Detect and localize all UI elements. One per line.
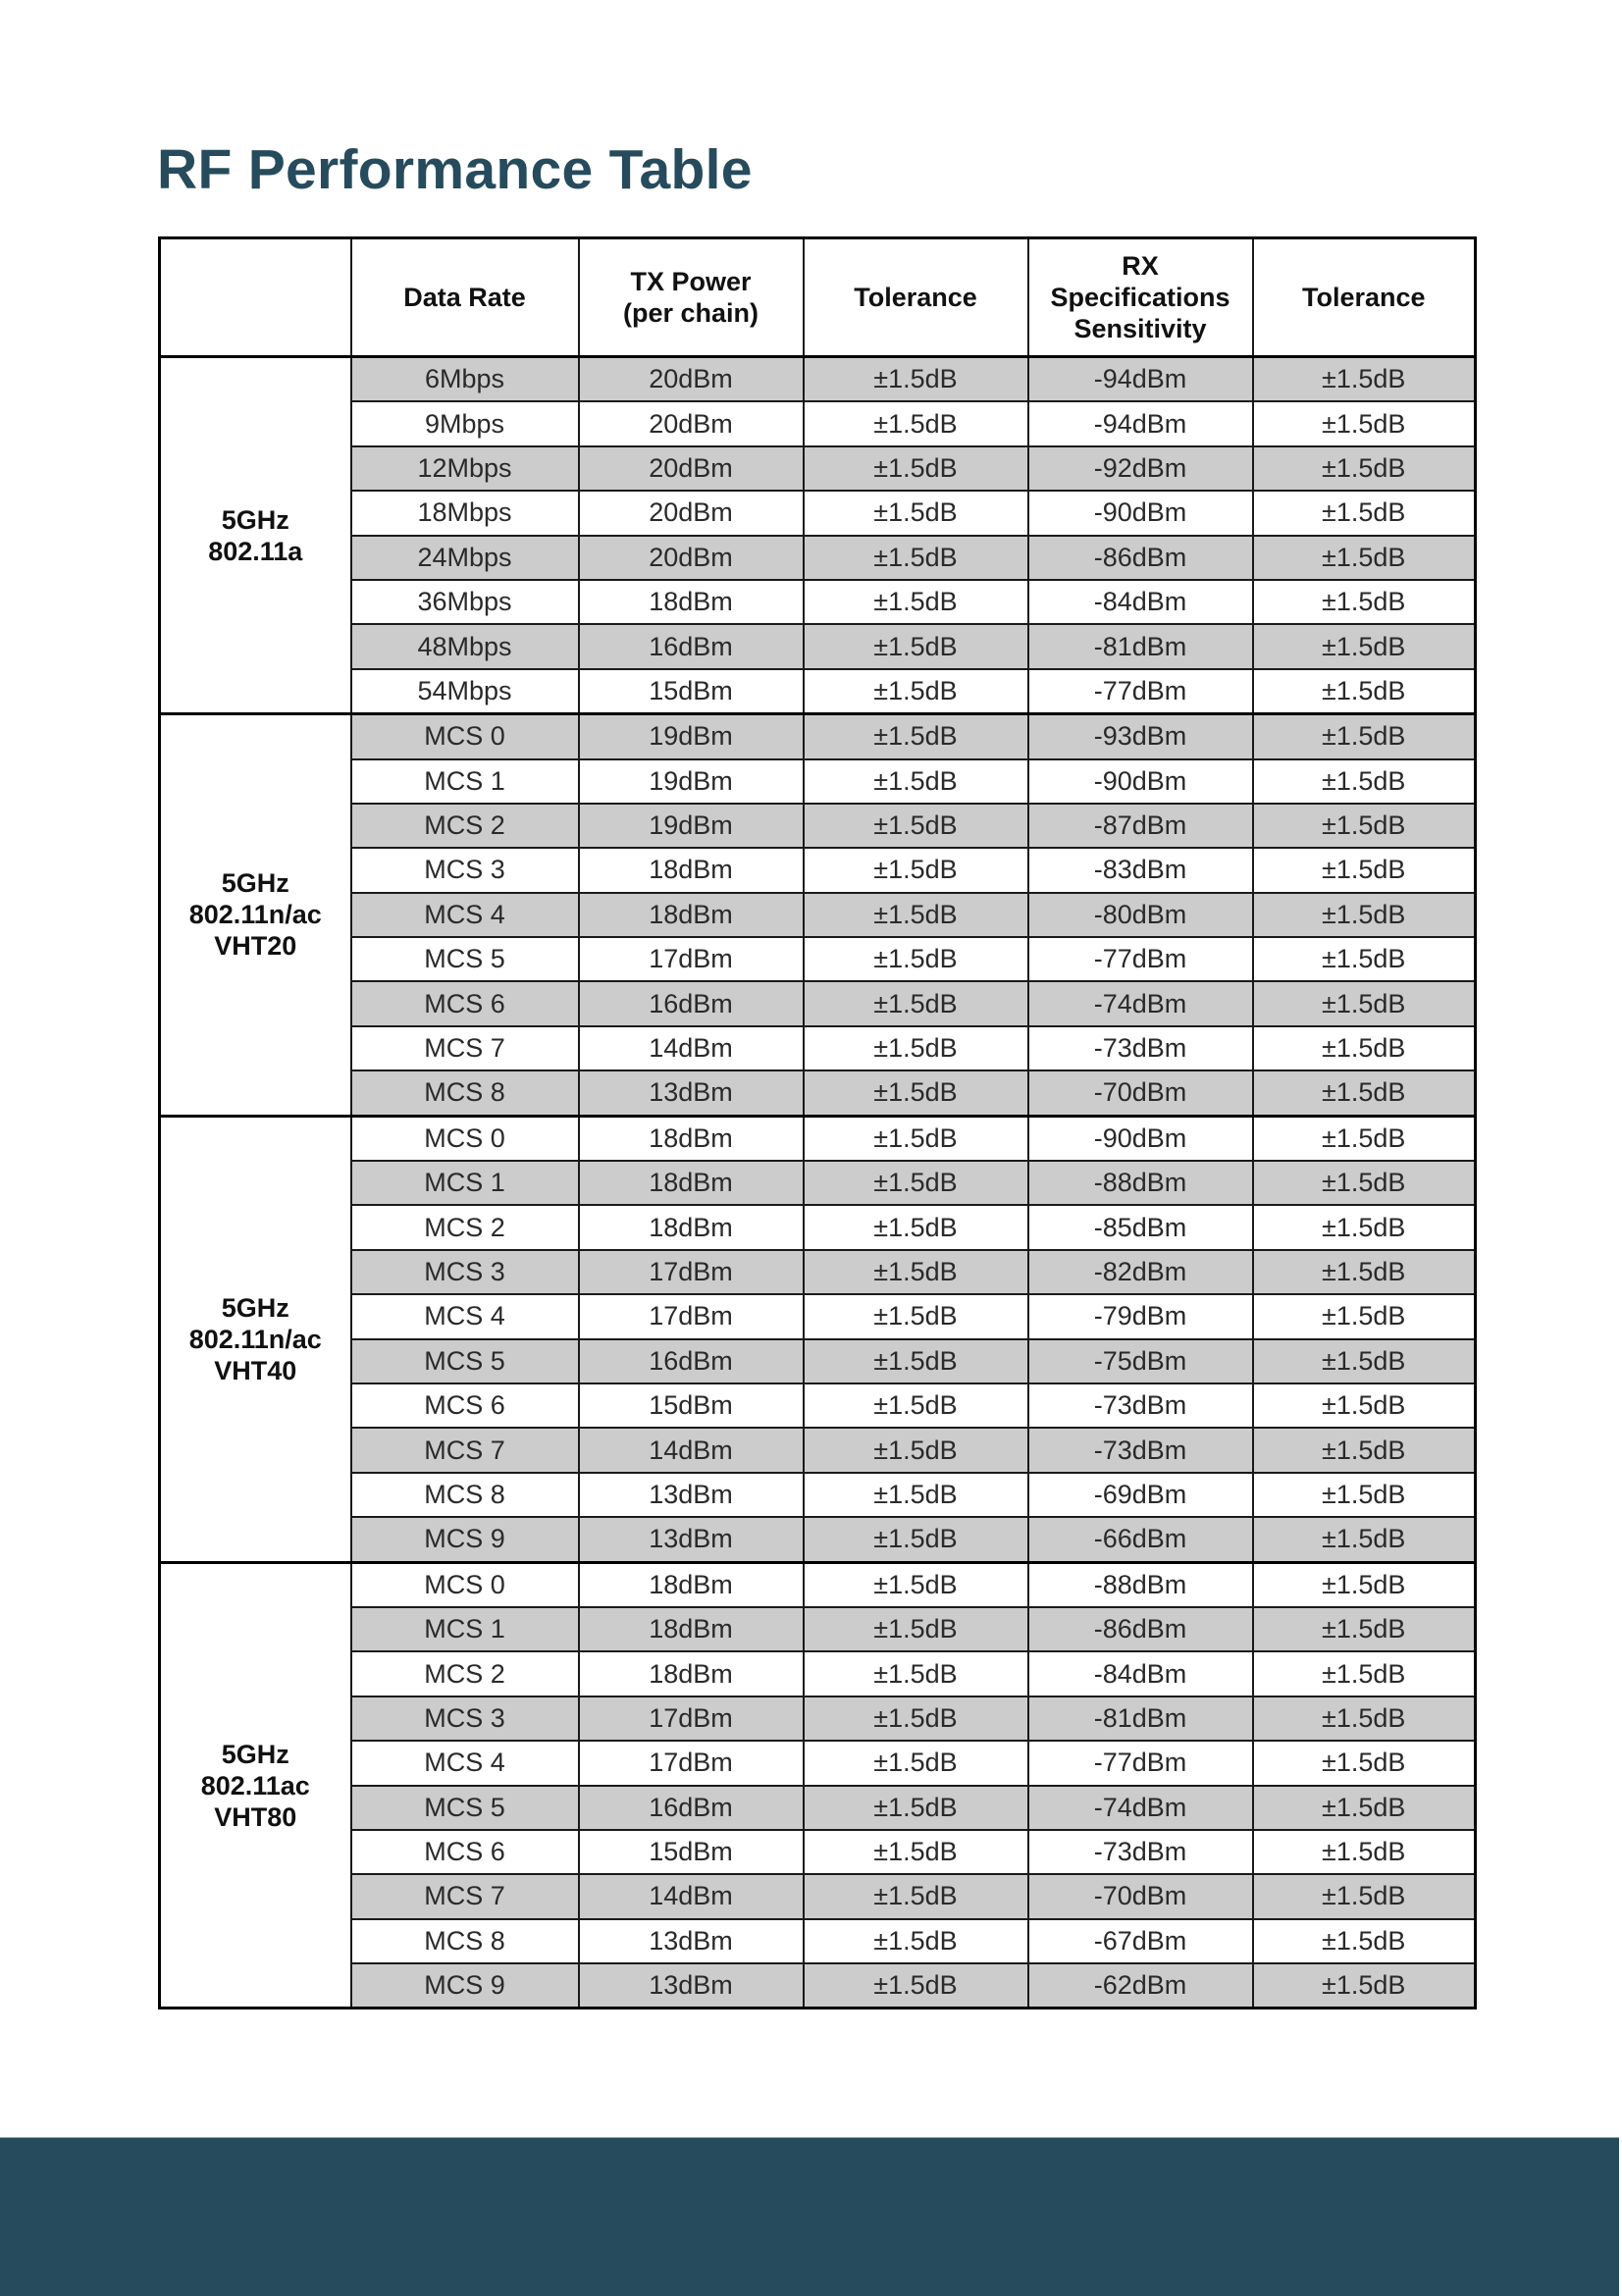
tx-tolerance-cell: ±1.5dB — [804, 1294, 1028, 1338]
rx-sensitivity-cell: -86dBm — [1028, 536, 1253, 580]
data-rate-cell: MCS 5 — [351, 937, 579, 981]
tx-power-cell: 20dBm — [579, 536, 804, 580]
data-rate-cell: MCS 1 — [351, 1607, 579, 1651]
tx-tolerance-cell: ±1.5dB — [804, 937, 1028, 981]
tx-tolerance-cell: ±1.5dB — [804, 491, 1028, 535]
group-label-cell — [160, 1116, 351, 1562]
data-rate-cell: MCS 9 — [351, 1517, 579, 1562]
data-rate-cell: MCS 0 — [351, 1116, 579, 1161]
tx-tolerance-cell: ±1.5dB — [804, 1161, 1028, 1205]
table-row — [160, 491, 1476, 535]
data-rate-cell: 9Mbps — [351, 401, 579, 445]
table-row — [160, 580, 1476, 624]
table-row — [160, 1161, 1476, 1205]
rx-tolerance-cell: ±1.5dB — [1253, 1963, 1476, 2009]
rx-sensitivity-cell: -66dBm — [1028, 1517, 1253, 1562]
table-row — [160, 1786, 1476, 1830]
rx-sensitivity-cell: -85dBm — [1028, 1205, 1253, 1249]
rx-sensitivity-cell: -90dBm — [1028, 759, 1253, 804]
header-rx-tolerance: Tolerance — [1253, 238, 1476, 357]
table-row — [160, 1830, 1476, 1874]
tx-power-cell: 13dBm — [579, 1517, 804, 1562]
tx-tolerance-cell: ±1.5dB — [804, 357, 1028, 402]
tx-power-cell: 18dBm — [579, 848, 804, 892]
table-row — [160, 804, 1476, 848]
rx-sensitivity-cell: -73dBm — [1028, 1428, 1253, 1472]
tx-power-cell: 15dBm — [579, 1383, 804, 1428]
tx-tolerance-cell: ±1.5dB — [804, 1963, 1028, 2009]
rx-sensitivity-cell: -77dBm — [1028, 1741, 1253, 1785]
tx-tolerance-cell: ±1.5dB — [804, 536, 1028, 580]
tx-tolerance-cell: ±1.5dB — [804, 1070, 1028, 1116]
data-rate-cell: 18Mbps — [351, 491, 579, 535]
group-label-line: VHT40 — [214, 1355, 297, 1385]
rx-sensitivity-cell: -88dBm — [1028, 1161, 1253, 1205]
rx-sensitivity-cell: -94dBm — [1028, 357, 1253, 402]
rx-sensitivity-cell: -88dBm — [1028, 1562, 1253, 1607]
data-rate-cell: MCS 3 — [351, 1250, 579, 1294]
table-row — [160, 1562, 1476, 1607]
rx-sensitivity-cell: -74dBm — [1028, 981, 1253, 1025]
rx-sensitivity-cell: -73dBm — [1028, 1383, 1253, 1428]
table-row — [160, 357, 1476, 402]
tx-tolerance-cell: ±1.5dB — [804, 804, 1028, 848]
tx-tolerance-cell: ±1.5dB — [804, 1607, 1028, 1651]
rx-tolerance-cell: ±1.5dB — [1253, 1070, 1476, 1116]
header-tx-power: TX Power (per chain) — [579, 238, 804, 357]
rx-tolerance-cell: ±1.5dB — [1253, 580, 1476, 624]
data-rate-cell: MCS 6 — [351, 981, 579, 1025]
table-row — [160, 1919, 1476, 1963]
tx-power-cell: 13dBm — [579, 1473, 804, 1517]
table-row — [160, 714, 1476, 759]
rx-tolerance-cell: ±1.5dB — [1253, 1161, 1476, 1205]
data-rate-cell: 54Mbps — [351, 669, 579, 714]
tx-tolerance-cell: ±1.5dB — [804, 1830, 1028, 1874]
tx-power-cell: 19dBm — [579, 804, 804, 848]
data-rate-cell: MCS 0 — [351, 1562, 579, 1607]
tx-power-cell: 15dBm — [579, 1830, 804, 1874]
table-row — [160, 893, 1476, 937]
tx-power-cell: 19dBm — [579, 714, 804, 759]
rx-sensitivity-cell: -90dBm — [1028, 491, 1253, 535]
page-title: RF Performance Table — [157, 138, 753, 201]
rx-tolerance-cell: ±1.5dB — [1253, 491, 1476, 535]
rx-tolerance-cell: ±1.5dB — [1253, 1696, 1476, 1741]
rx-sensitivity-cell: -80dBm — [1028, 893, 1253, 937]
rx-tolerance-cell: ±1.5dB — [1253, 1116, 1476, 1161]
table-row — [160, 1205, 1476, 1249]
footer-band — [0, 2137, 1619, 2296]
tx-power-cell: 16dBm — [579, 981, 804, 1025]
tx-power-cell: 18dBm — [579, 893, 804, 937]
data-rate-cell: 24Mbps — [351, 536, 579, 580]
tx-power-cell: 16dBm — [579, 1339, 804, 1383]
header-data-rate: Data Rate — [351, 238, 579, 357]
tx-tolerance-cell: ±1.5dB — [804, 1919, 1028, 1963]
rx-sensitivity-cell: -67dBm — [1028, 1919, 1253, 1963]
tx-tolerance-cell: ±1.5dB — [804, 1250, 1028, 1294]
tx-tolerance-cell: ±1.5dB — [804, 669, 1028, 714]
tx-power-cell: 16dBm — [579, 1786, 804, 1830]
rx-tolerance-cell: ±1.5dB — [1253, 937, 1476, 981]
data-rate-cell: 36Mbps — [351, 580, 579, 624]
tx-tolerance-cell: ±1.5dB — [804, 1786, 1028, 1830]
tx-power-cell: 17dBm — [579, 937, 804, 981]
table-row — [160, 536, 1476, 580]
rx-tolerance-cell: ±1.5dB — [1253, 714, 1476, 759]
data-rate-cell: MCS 5 — [351, 1339, 579, 1383]
tx-power-cell: 13dBm — [579, 1070, 804, 1116]
rx-tolerance-cell: ±1.5dB — [1253, 893, 1476, 937]
data-rate-cell: 6Mbps — [351, 357, 579, 402]
table-row — [160, 624, 1476, 668]
rx-sensitivity-cell: -84dBm — [1028, 1651, 1253, 1696]
table-row — [160, 669, 1476, 714]
rx-tolerance-cell: ±1.5dB — [1253, 1250, 1476, 1294]
tx-tolerance-cell: ±1.5dB — [804, 580, 1028, 624]
tx-power-cell: 14dBm — [579, 1874, 804, 1918]
tx-power-cell: 18dBm — [579, 580, 804, 624]
tx-power-cell: 20dBm — [579, 357, 804, 402]
tx-power-cell: 20dBm — [579, 446, 804, 491]
tx-power-cell: 19dBm — [579, 759, 804, 804]
rx-tolerance-cell: ±1.5dB — [1253, 1428, 1476, 1472]
header-corner — [160, 238, 351, 357]
rx-tolerance-cell: ±1.5dB — [1253, 1205, 1476, 1249]
tx-tolerance-cell: ±1.5dB — [804, 1339, 1028, 1383]
tx-tolerance-cell: ±1.5dB — [804, 1473, 1028, 1517]
tx-power-cell: 18dBm — [579, 1205, 804, 1249]
rx-tolerance-cell: ±1.5dB — [1253, 1786, 1476, 1830]
rx-sensitivity-cell: -70dBm — [1028, 1874, 1253, 1918]
group-label-line: 5GHz — [221, 1739, 289, 1769]
data-rate-cell: MCS 8 — [351, 1473, 579, 1517]
rx-sensitivity-cell: -92dBm — [1028, 446, 1253, 491]
rx-tolerance-cell: ±1.5dB — [1253, 446, 1476, 491]
tx-tolerance-cell: ±1.5dB — [804, 401, 1028, 445]
group-label-line: 802.11a — [208, 536, 303, 566]
rf-performance-table — [158, 236, 1477, 2009]
tx-power-cell: 13dBm — [579, 1919, 804, 1963]
rx-tolerance-cell: ±1.5dB — [1253, 1383, 1476, 1428]
rx-sensitivity-cell: -75dBm — [1028, 1339, 1253, 1383]
tx-power-cell: 20dBm — [579, 491, 804, 535]
rx-sensitivity-cell: -81dBm — [1028, 624, 1253, 668]
rx-sensitivity-cell: -77dBm — [1028, 669, 1253, 714]
data-rate-cell: MCS 1 — [351, 759, 579, 804]
rx-tolerance-cell: ±1.5dB — [1253, 669, 1476, 714]
table-row — [160, 1070, 1476, 1116]
rx-sensitivity-cell: -81dBm — [1028, 1696, 1253, 1741]
data-rate-cell: MCS 4 — [351, 893, 579, 937]
data-rate-cell: MCS 1 — [351, 1161, 579, 1205]
data-rate-cell: MCS 0 — [351, 714, 579, 759]
tx-tolerance-cell: ±1.5dB — [804, 848, 1028, 892]
table-row — [160, 759, 1476, 804]
tx-tolerance-cell: ±1.5dB — [804, 893, 1028, 937]
table-row — [160, 1026, 1476, 1070]
table-row — [160, 1383, 1476, 1428]
tx-tolerance-cell: ±1.5dB — [804, 1383, 1028, 1428]
tx-power-cell: 18dBm — [579, 1607, 804, 1651]
table-row — [160, 848, 1476, 892]
group-label-cell — [160, 357, 351, 714]
rx-tolerance-cell: ±1.5dB — [1253, 624, 1476, 668]
data-rate-cell: MCS 9 — [351, 1963, 579, 2009]
rx-sensitivity-cell: -74dBm — [1028, 1786, 1253, 1830]
tx-power-cell: 17dBm — [579, 1294, 804, 1338]
rx-tolerance-cell: ±1.5dB — [1253, 981, 1476, 1025]
table-row — [160, 937, 1476, 981]
data-rate-cell: MCS 6 — [351, 1383, 579, 1428]
rx-sensitivity-cell: -73dBm — [1028, 1026, 1253, 1070]
data-rate-cell: MCS 7 — [351, 1874, 579, 1918]
rx-tolerance-cell: ±1.5dB — [1253, 1562, 1476, 1607]
rx-tolerance-cell: ±1.5dB — [1253, 848, 1476, 892]
group-label-cell — [160, 714, 351, 1117]
rx-sensitivity-cell: -73dBm — [1028, 1830, 1253, 1874]
tx-power-cell: 16dBm — [579, 624, 804, 668]
tx-power-cell: 17dBm — [579, 1741, 804, 1785]
tx-power-cell: 14dBm — [579, 1026, 804, 1070]
rx-tolerance-cell: ±1.5dB — [1253, 1026, 1476, 1070]
data-rate-cell: MCS 2 — [351, 1205, 579, 1249]
rx-sensitivity-cell: -70dBm — [1028, 1070, 1253, 1116]
rx-tolerance-cell: ±1.5dB — [1253, 1294, 1476, 1338]
tx-tolerance-cell: ±1.5dB — [804, 1116, 1028, 1161]
table-row — [160, 1696, 1476, 1741]
data-rate-cell: MCS 5 — [351, 1786, 579, 1830]
group-label-cell — [160, 1562, 351, 2009]
tx-tolerance-cell: ±1.5dB — [804, 714, 1028, 759]
data-rate-cell: MCS 7 — [351, 1026, 579, 1070]
group-label-line: 5GHz — [221, 1292, 289, 1323]
tx-tolerance-cell: ±1.5dB — [804, 446, 1028, 491]
rx-sensitivity-cell: -69dBm — [1028, 1473, 1253, 1517]
table-header-row — [160, 238, 1476, 357]
table-row — [160, 1874, 1476, 1918]
table-row — [160, 1651, 1476, 1696]
tx-tolerance-cell: ±1.5dB — [804, 1205, 1028, 1249]
tx-power-cell: 18dBm — [579, 1116, 804, 1161]
table-row — [160, 1116, 1476, 1161]
tx-tolerance-cell: ±1.5dB — [804, 1874, 1028, 1918]
data-rate-cell: 12Mbps — [351, 446, 579, 491]
group-label-line: 802.11n/ac — [188, 1324, 322, 1354]
group-label-line: VHT20 — [214, 931, 297, 962]
tx-tolerance-cell: ±1.5dB — [804, 1026, 1028, 1070]
rx-tolerance-cell: ±1.5dB — [1253, 1919, 1476, 1963]
table-row — [160, 1517, 1476, 1562]
tx-tolerance-cell: ±1.5dB — [804, 759, 1028, 804]
table-row — [160, 1339, 1476, 1383]
rx-tolerance-cell: ±1.5dB — [1253, 1874, 1476, 1918]
rx-sensitivity-cell: -84dBm — [1028, 580, 1253, 624]
tx-tolerance-cell: ±1.5dB — [804, 1428, 1028, 1472]
header-tx-tolerance: Tolerance — [804, 238, 1028, 357]
rx-sensitivity-cell: -93dBm — [1028, 714, 1253, 759]
rx-sensitivity-cell: -62dBm — [1028, 1963, 1253, 2009]
tx-tolerance-cell: ±1.5dB — [804, 1741, 1028, 1785]
rx-sensitivity-cell: -82dBm — [1028, 1250, 1253, 1294]
table-row — [160, 1963, 1476, 2009]
tx-tolerance-cell: ±1.5dB — [804, 624, 1028, 668]
data-rate-cell: MCS 2 — [351, 804, 579, 848]
tx-power-cell: 18dBm — [579, 1651, 804, 1696]
rx-tolerance-cell: ±1.5dB — [1253, 401, 1476, 445]
table-row — [160, 981, 1476, 1025]
rx-sensitivity-cell: -83dBm — [1028, 848, 1253, 892]
rx-tolerance-cell: ±1.5dB — [1253, 759, 1476, 804]
tx-tolerance-cell: ±1.5dB — [804, 1562, 1028, 1607]
table-row — [160, 401, 1476, 445]
tx-power-cell: 17dBm — [579, 1250, 804, 1294]
tx-tolerance-cell: ±1.5dB — [804, 1517, 1028, 1562]
header-rx-sensitivity: RX Specifications Sensitivity — [1028, 238, 1253, 357]
rx-sensitivity-cell: -86dBm — [1028, 1607, 1253, 1651]
rx-tolerance-cell: ±1.5dB — [1253, 1339, 1476, 1383]
tx-power-cell: 18dBm — [579, 1562, 804, 1607]
tx-power-cell: 20dBm — [579, 401, 804, 445]
tx-power-cell: 18dBm — [579, 1161, 804, 1205]
data-rate-cell: MCS 8 — [351, 1070, 579, 1116]
group-label-line: VHT80 — [214, 1801, 297, 1832]
table-row — [160, 1473, 1476, 1517]
tx-tolerance-cell: ±1.5dB — [804, 981, 1028, 1025]
data-rate-cell: MCS 8 — [351, 1919, 579, 1963]
group-label-line: 5GHz — [221, 504, 289, 535]
data-rate-cell: MCS 3 — [351, 848, 579, 892]
data-rate-cell: MCS 7 — [351, 1428, 579, 1472]
rx-sensitivity-cell: -94dBm — [1028, 401, 1253, 445]
rx-sensitivity-cell: -77dBm — [1028, 937, 1253, 981]
table-row — [160, 1607, 1476, 1651]
data-rate-cell: 48Mbps — [351, 624, 579, 668]
group-label-line: 802.11n/ac — [188, 900, 322, 930]
rx-tolerance-cell: ±1.5dB — [1253, 1651, 1476, 1696]
rx-sensitivity-cell: -79dBm — [1028, 1294, 1253, 1338]
rx-tolerance-cell: ±1.5dB — [1253, 1607, 1476, 1651]
group-label-line: 802.11ac — [200, 1770, 310, 1800]
tx-tolerance-cell: ±1.5dB — [804, 1696, 1028, 1741]
tx-power-cell: 13dBm — [579, 1963, 804, 2009]
rx-tolerance-cell: ±1.5dB — [1253, 1830, 1476, 1874]
rx-sensitivity-cell: -90dBm — [1028, 1116, 1253, 1161]
rx-tolerance-cell: ±1.5dB — [1253, 1517, 1476, 1562]
rx-tolerance-cell: ±1.5dB — [1253, 357, 1476, 402]
rx-tolerance-cell: ±1.5dB — [1253, 1741, 1476, 1785]
table-row — [160, 446, 1476, 491]
data-rate-cell: MCS 2 — [351, 1651, 579, 1696]
table-row — [160, 1741, 1476, 1785]
tx-power-cell: 14dBm — [579, 1428, 804, 1472]
group-label-line: 5GHz — [221, 868, 289, 899]
rx-tolerance-cell: ±1.5dB — [1253, 536, 1476, 580]
data-rate-cell: MCS 3 — [351, 1696, 579, 1741]
data-rate-cell: MCS 4 — [351, 1741, 579, 1785]
rx-tolerance-cell: ±1.5dB — [1253, 804, 1476, 848]
tx-power-cell: 15dBm — [579, 669, 804, 714]
rx-tolerance-cell: ±1.5dB — [1253, 1473, 1476, 1517]
table-row — [160, 1250, 1476, 1294]
tx-power-cell: 17dBm — [579, 1696, 804, 1741]
table-row — [160, 1294, 1476, 1338]
table-body — [160, 357, 1476, 2009]
data-rate-cell: MCS 4 — [351, 1294, 579, 1338]
table-row — [160, 1428, 1476, 1472]
data-rate-cell: MCS 6 — [351, 1830, 579, 1874]
rx-sensitivity-cell: -87dBm — [1028, 804, 1253, 848]
tx-tolerance-cell: ±1.5dB — [804, 1651, 1028, 1696]
